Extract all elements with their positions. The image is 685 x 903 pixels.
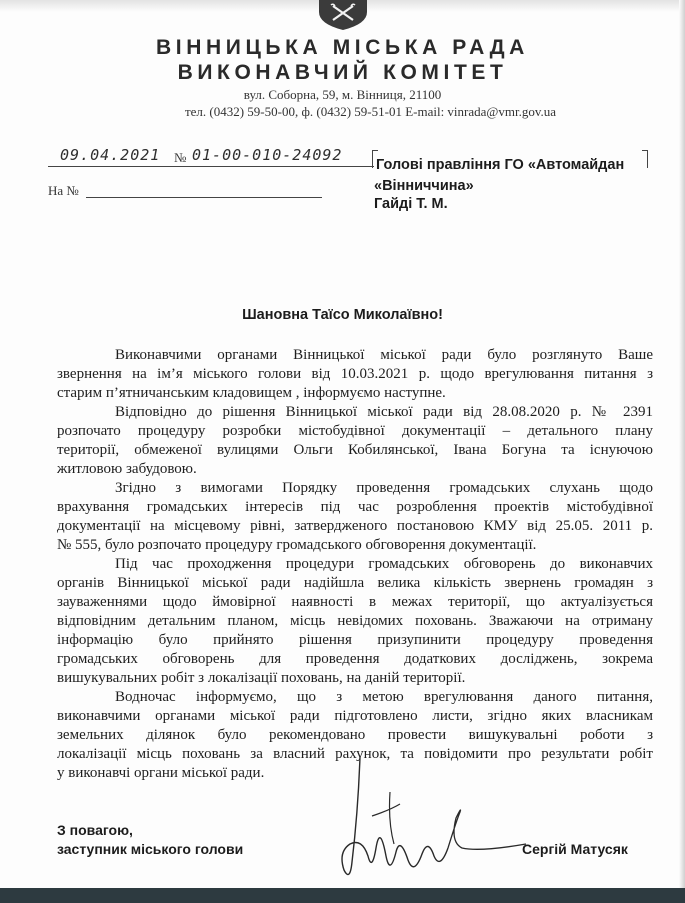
body-line: території, обмеженої вулицями Ольги Кобилянської, Івана Богуна та існуючою <box>57 442 653 458</box>
body-line: врахування громадських інтересів під час розроблення проектів містобудівної <box>57 499 653 515</box>
registration-number: 01-00-010-24092 <box>192 146 343 164</box>
signer-name: Сергій Матусяк <box>522 841 628 857</box>
body-line: житловою забудовою. <box>57 461 197 477</box>
body-line: Згідно з вимогами Порядку проведення громадських слухань щодо <box>115 480 653 496</box>
org-address: вул. Соборна, 59, м. Вінниця, 21100 <box>243 87 442 102</box>
body-line: документації на місцевому рівні, затвердженого постановою КМУ від 25.05. 2011 р. <box>57 518 653 534</box>
body-line: розпочато процедуру розробки містобудівної документації – детального плану <box>57 423 653 439</box>
body-line: Виконавчими органами Вінницької міської ради було розглянуто Ваше <box>115 347 653 363</box>
org-contacts: тел. (0432) 59-50-00, ф. (0432) 59-51-01 E-mail: vinrada@vmr.gov.ua <box>184 104 557 119</box>
body-line: органів Вінницької міської ради надійшла велика кількість звернень громадян з <box>57 575 653 591</box>
coat-of-arms-emblem <box>315 0 371 30</box>
body-line: у виконавчі органи міської ради. <box>57 765 265 781</box>
body-line: Відповідно до рішення Вінницької міської ради від 28.08.2020 р. № 2391 <box>115 404 653 420</box>
org-name-line1: ВІННИЦЬКА МІСЬКА РАДА <box>156 36 529 59</box>
signer-position: заступник міського голови <box>57 841 244 857</box>
reply-to-label: На № <box>48 183 79 198</box>
org-name-line2: ВИКОНАВЧИЙ КОМІТЕТ <box>177 61 508 84</box>
body-line: звернення на ім’я міського голови від 10.03.2021 р. щодо врегулювання питання з <box>57 366 653 382</box>
body-line: виконавчими органами міської ради підготовлено листи, згідно яких власникам <box>57 708 653 724</box>
registration-date: 09.04.2021 <box>60 146 161 164</box>
body-line: Під час проходження процедури громадських обговорень до виконавчих <box>115 556 653 572</box>
body-line: громадських обговорень для проведення додаткових досліджень, зокрема <box>57 651 653 667</box>
scan-right-edge <box>679 0 685 903</box>
body-line: Водночас інформуємо, що з метою врегулювання даного питання, <box>115 689 653 705</box>
body-line: № 555, було розпочато процедуру громадського обговорення документації. <box>57 537 537 553</box>
handwritten-signature <box>330 752 530 892</box>
addressee-line3: Гайді Т. М. <box>374 196 448 212</box>
body-line: старим п’ятничанським кладовищем , інформуємо наступне. <box>57 385 446 401</box>
registration-line <box>48 166 374 167</box>
addressee-line1: Голові правління ГО «Автомайдан <box>376 157 625 173</box>
addressee-bracket-right <box>642 150 648 168</box>
body-line: земельних ділянок було рекомендовано провести вишукувальні роботи з <box>57 727 653 743</box>
body-line: вишукувальних робіт з локалізації поховань, на даній території. <box>57 670 466 686</box>
reply-to-line <box>86 197 322 198</box>
registration-number-sign: № <box>174 150 187 165</box>
scan-bottom-bar <box>0 888 685 903</box>
closing-regards: З повагою, <box>57 822 133 838</box>
body-line: відповідним детальним планом, місць невідомих поховань. Зважаючи на отриману <box>57 613 653 629</box>
addressee-line2: «Вінниччина» <box>374 178 474 194</box>
salutation: Шановна Таїсо Миколаївно! <box>242 307 443 323</box>
body-line: локалізації місць поховань за власний рахунок, та повідомити про результати робіт <box>57 746 653 762</box>
body-line: інформацію було прийнято рішення призупинити процедуру проведення <box>57 632 653 648</box>
body-line: зауваженнями щодо ймовірної наявності в межах території, що актуалізується <box>57 594 653 610</box>
